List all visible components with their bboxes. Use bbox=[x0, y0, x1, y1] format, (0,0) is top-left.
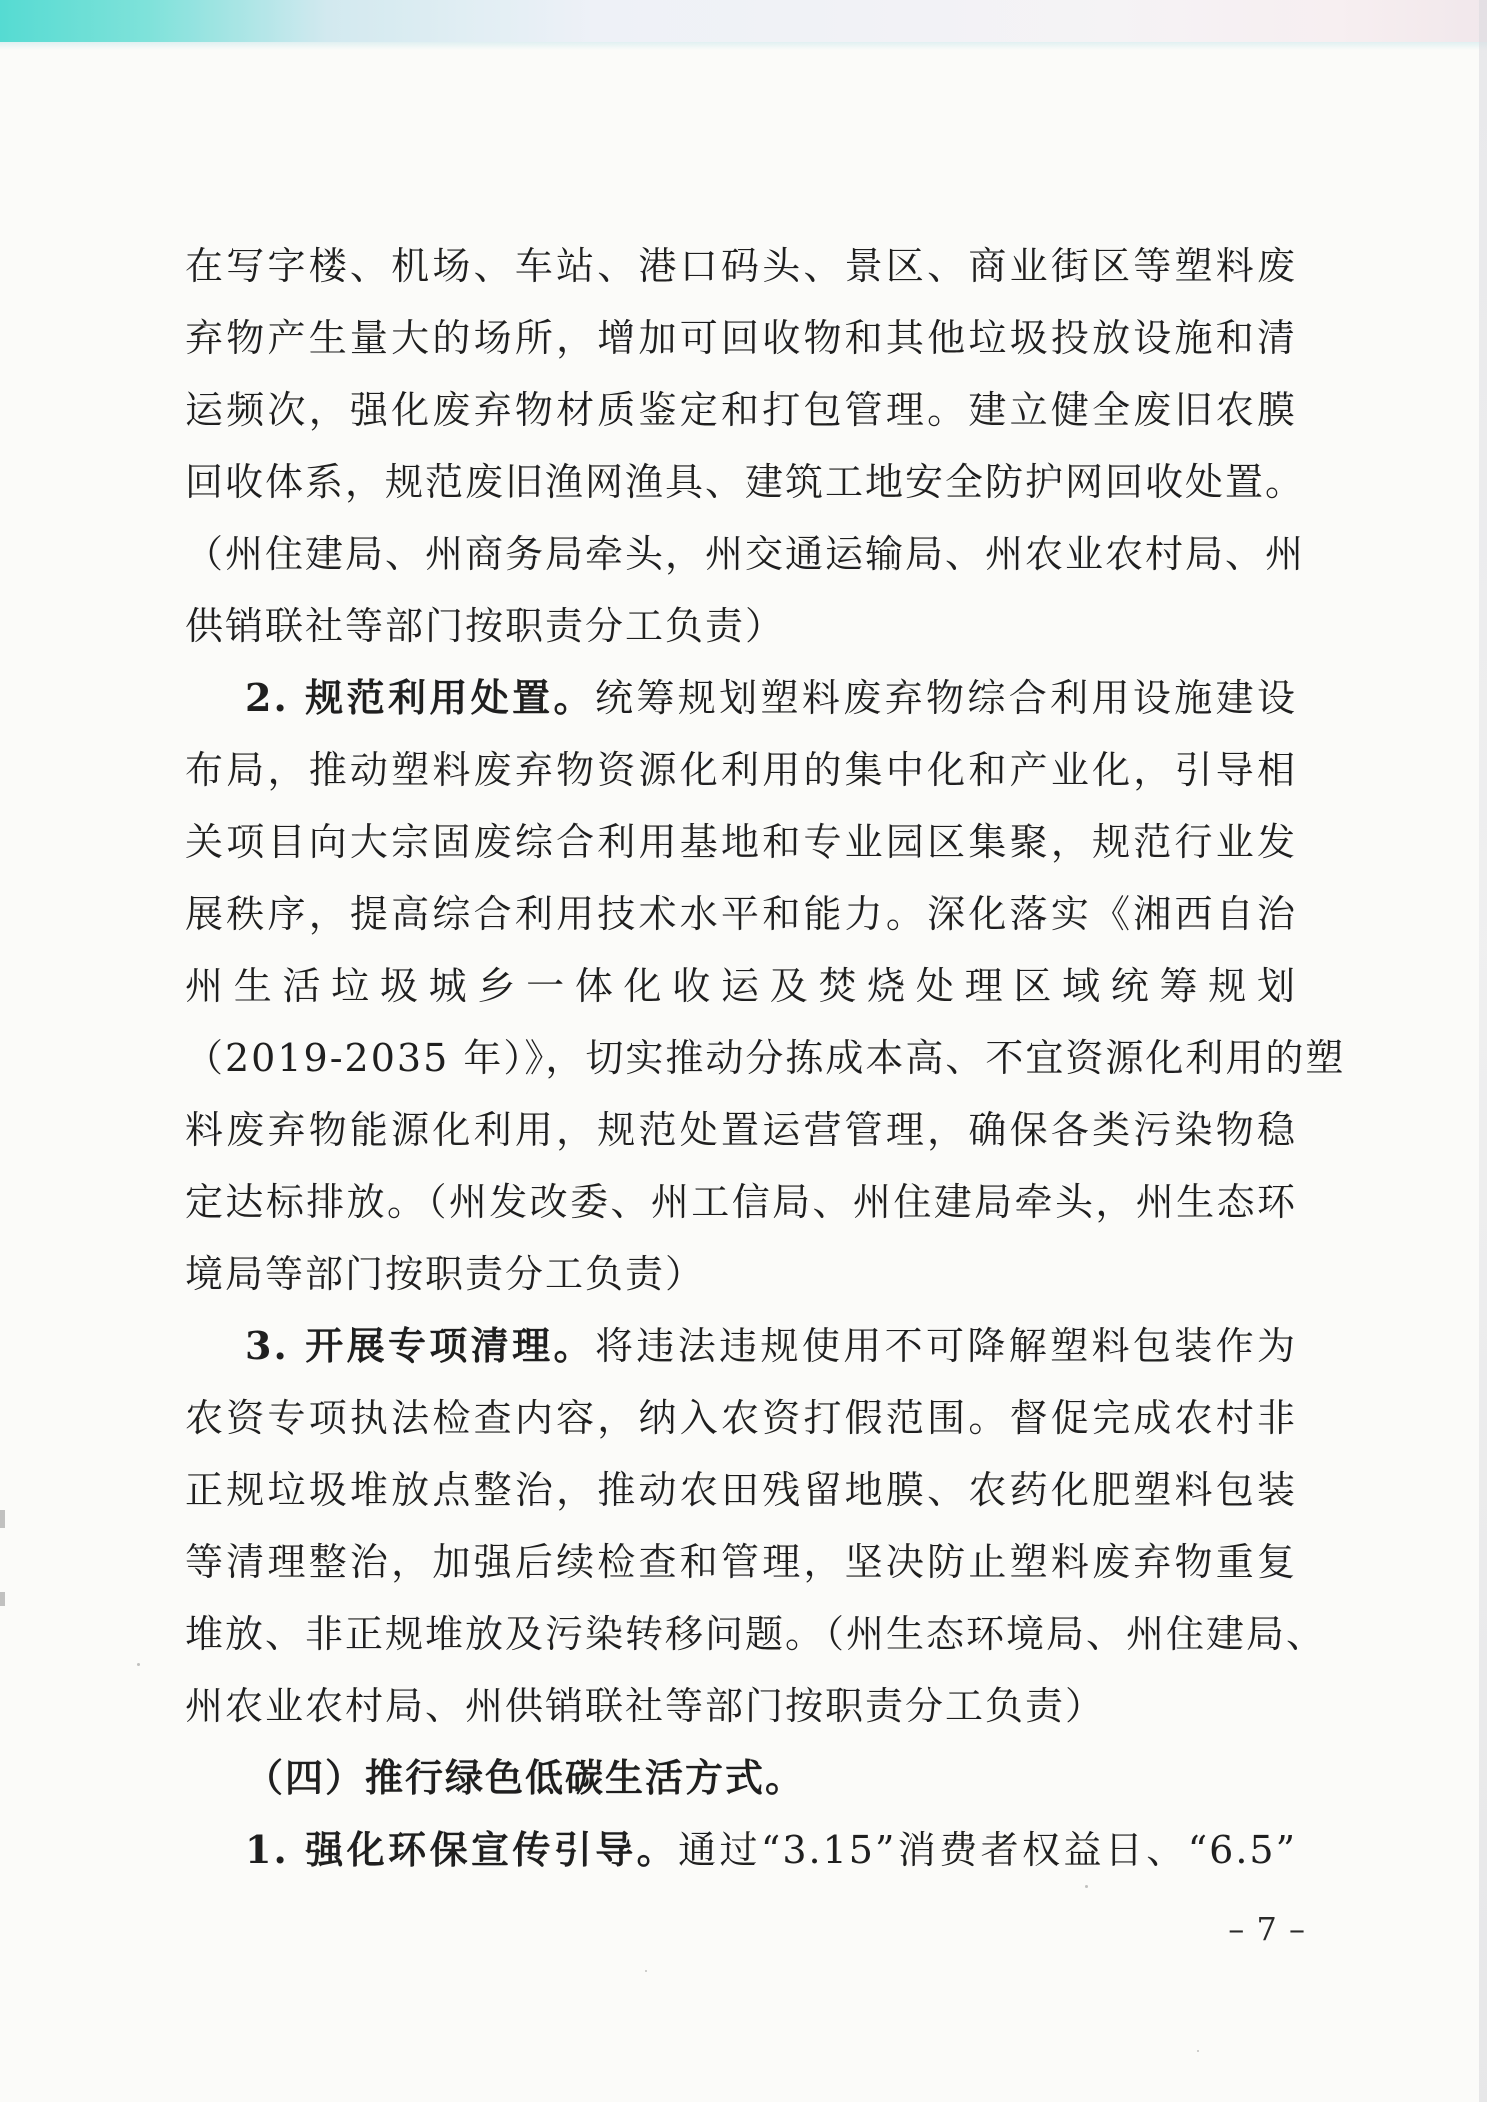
section-2-line-7: 定达标排放。（州发改委、州工信局、州住建局牵头，州生态环 bbox=[185, 1180, 1297, 1224]
section-4-item-1-title: 1. 强化环保宣传引导。 bbox=[245, 1827, 679, 1872]
scan-speck bbox=[1197, 2050, 1199, 2052]
section-2-line-8: 境局等部门按职责分工负责） bbox=[185, 1252, 706, 1296]
body-line-1: 在写字楼、机场、车站、港口码头、景区、商业街区等塑料废 bbox=[185, 244, 1297, 288]
section-2-first-line-rest: 统筹规划塑料废弃物综合利用设施建设 bbox=[594, 676, 1297, 720]
section-3-line-5: 州农业农村局、州供销联社等部门按职责分工负责） bbox=[185, 1684, 1106, 1728]
section-3-line-1: 农资专项执法检查内容，纳入农资打假范围。督促完成农村非 bbox=[185, 1396, 1297, 1440]
section-3-line-3: 等清理整治，加强后续检查和管理，坚决防止塑料废弃物重复 bbox=[185, 1540, 1297, 1584]
section-2-title: 2. 规范利用处置。 bbox=[245, 675, 595, 720]
page-number: – 7 – bbox=[1228, 1910, 1306, 1948]
section-3-title: 3. 开展专项清理。 bbox=[245, 1323, 595, 1368]
section-3-first-line-rest: 将违法违规使用不可降解塑料包装作为 bbox=[594, 1324, 1297, 1368]
scan-speck bbox=[1085, 1885, 1088, 1888]
section-2-line-3: 展秩序，提高综合利用技术水平和能力。深化落实《湘西自治 bbox=[185, 892, 1297, 936]
body-line-5: （州住建局、州商务局牵头，州交通运输局、州农业农村局、州 bbox=[185, 532, 1306, 576]
section-2-line-1: 布局，推动塑料废弃物资源化利用的集中化和产业化，引导相 bbox=[185, 748, 1297, 792]
scan-speck bbox=[645, 1970, 647, 1972]
body-line-4: 回收体系，规范废旧渔网渔具、建筑工地安全防护网回收处置。 bbox=[185, 460, 1306, 504]
section-2-line-4: 州生活垃圾城乡一体化收运及焚烧处理区域统筹规划 bbox=[185, 964, 1297, 1008]
section-2-first-line bbox=[245, 675, 1297, 720]
section-4-item-1-line bbox=[245, 1827, 1298, 1872]
body-line-3: 运频次，强化废弃物材质鉴定和打包管理。建立健全废旧农膜 bbox=[185, 388, 1297, 432]
section-4-item-1-first-line-rest: 通过“3.15”消费者权益日、“6.5” bbox=[678, 1828, 1298, 1872]
section-4-heading: （四）推行绿色低碳生活方式。 bbox=[245, 1755, 806, 1800]
body-line-6: 供销联社等部门按职责分工负责） bbox=[185, 604, 786, 648]
section-3-first-line bbox=[245, 1323, 1297, 1368]
section-3-line-4: 堆放、非正规堆放及污染转移问题。（州生态环境局、州住建局、 bbox=[185, 1612, 1327, 1656]
section-3-line-2: 正规垃圾堆放点整治，推动农田残留地膜、农药化肥塑料包装 bbox=[185, 1468, 1297, 1512]
body-line-2: 弃物产生量大的场所，增加可回收物和其他垃圾投放设施和清 bbox=[185, 316, 1297, 360]
section-2-line-2: 关项目向大宗固废综合利用基地和专业园区集聚，规范行业发 bbox=[185, 820, 1297, 864]
scan-speck bbox=[137, 1663, 140, 1666]
section-2-line-6: 料废弃物能源化利用，规范处置运营管理，确保各类污染物稳 bbox=[185, 1108, 1297, 1152]
section-2-line-5: （2019-2035 年）》，切实推动分拣成本高、不宜资源化利用的塑 bbox=[185, 1036, 1346, 1080]
